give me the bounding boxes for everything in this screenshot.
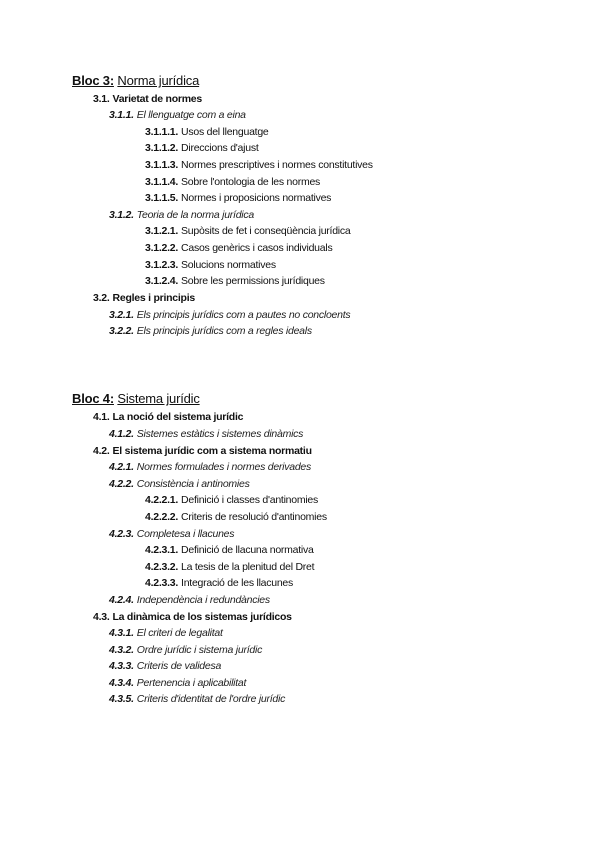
toc-item: 3.1.1.5. Normes i proposicions normatives (145, 192, 332, 204)
toc-item: 3.1.1.4. Sobre l'ontologia de les normes (145, 176, 321, 188)
toc-item: 4.2.3.1. Definició de llacuna normativa (145, 544, 314, 556)
toc-section: 3.2. Regles i principis (93, 292, 195, 304)
toc-subsection: 3.2.2. Els principis jurídics com a regles ideals (109, 325, 312, 337)
toc-subsection: 4.3.1. El criteri de legalitat (109, 627, 223, 639)
bloc-label: Bloc 3: (72, 73, 114, 88)
toc-subsection: 4.2.3. Completesa i llacunes (109, 528, 235, 540)
toc-item: 4.2.3.3. Integració de les llacunes (145, 577, 294, 589)
toc-item: 3.1.1.2. Direccions d'ajust (145, 142, 259, 154)
toc-section: 3.1. Varietat de normes (93, 93, 202, 105)
bloc-3-heading (72, 73, 199, 89)
toc-item: 4.2.2.2. Criteris de resolució d'antinomies (145, 511, 327, 523)
toc-item: 3.1.2.1. Supòsits de fet i conseqüència jurídica (145, 225, 351, 237)
toc-subsection: 4.3.5. Criteris d'identitat de l'ordre jurídic (109, 693, 286, 705)
toc-section: 4.2. El sistema jurídic com a sistema normatiu (93, 445, 312, 457)
toc-section: 4.1. La noció del sistema jurídic (93, 411, 244, 423)
toc-subsection: 4.1.2. Sistemes estàtics i sistemes dinàmics (109, 428, 304, 440)
bloc-label: Bloc 4: (72, 391, 114, 406)
toc-item: 3.1.2.4. Sobre les permissions jurídiques (145, 275, 325, 287)
toc-subsection: 4.2.4. Independència i redundàncies (109, 594, 270, 606)
bloc-4-heading (72, 391, 200, 407)
bloc-title: Sistema jurídic (117, 391, 200, 406)
toc-subsection: 4.2.2. Consistència i antinomies (109, 478, 250, 490)
toc-subsection: 3.1.1. El llenguatge com a eina (109, 109, 246, 121)
toc-subsection: 4.3.3. Criteris de validesa (109, 660, 222, 672)
toc-item: 4.2.3.2. La tesis de la plenitud del Dret (145, 561, 315, 573)
toc-subsection: 4.2.1. Normes formulades i normes derivades (109, 461, 312, 473)
toc-section: 4.3. La dinàmica de los sistemas jurídicos (93, 611, 292, 623)
toc-item: 3.1.1.3. Normes prescriptives i normes constitutives (145, 159, 373, 171)
toc-item: 3.1.2.3. Solucions normatives (145, 259, 276, 271)
toc-subsection: 4.3.4. Pertenencia i aplicabilitat (109, 677, 247, 689)
toc-item: 4.2.2.1. Definició i classes d'antinomies (145, 494, 319, 506)
bloc-title: Norma jurídica (117, 73, 200, 88)
toc-subsection: 3.1.2. Teoria de la norma jurídica (109, 209, 254, 221)
toc-subsection: 4.3.2. Ordre jurídic i sistema jurídic (109, 644, 263, 656)
toc-item: 3.1.2.2. Casos genèrics i casos individuals (145, 242, 333, 254)
toc-item: 3.1.1.1. Usos del llenguatge (145, 126, 269, 138)
toc-subsection: 3.2.1. Els principis jurídics com a pautes no concloents (109, 309, 351, 321)
